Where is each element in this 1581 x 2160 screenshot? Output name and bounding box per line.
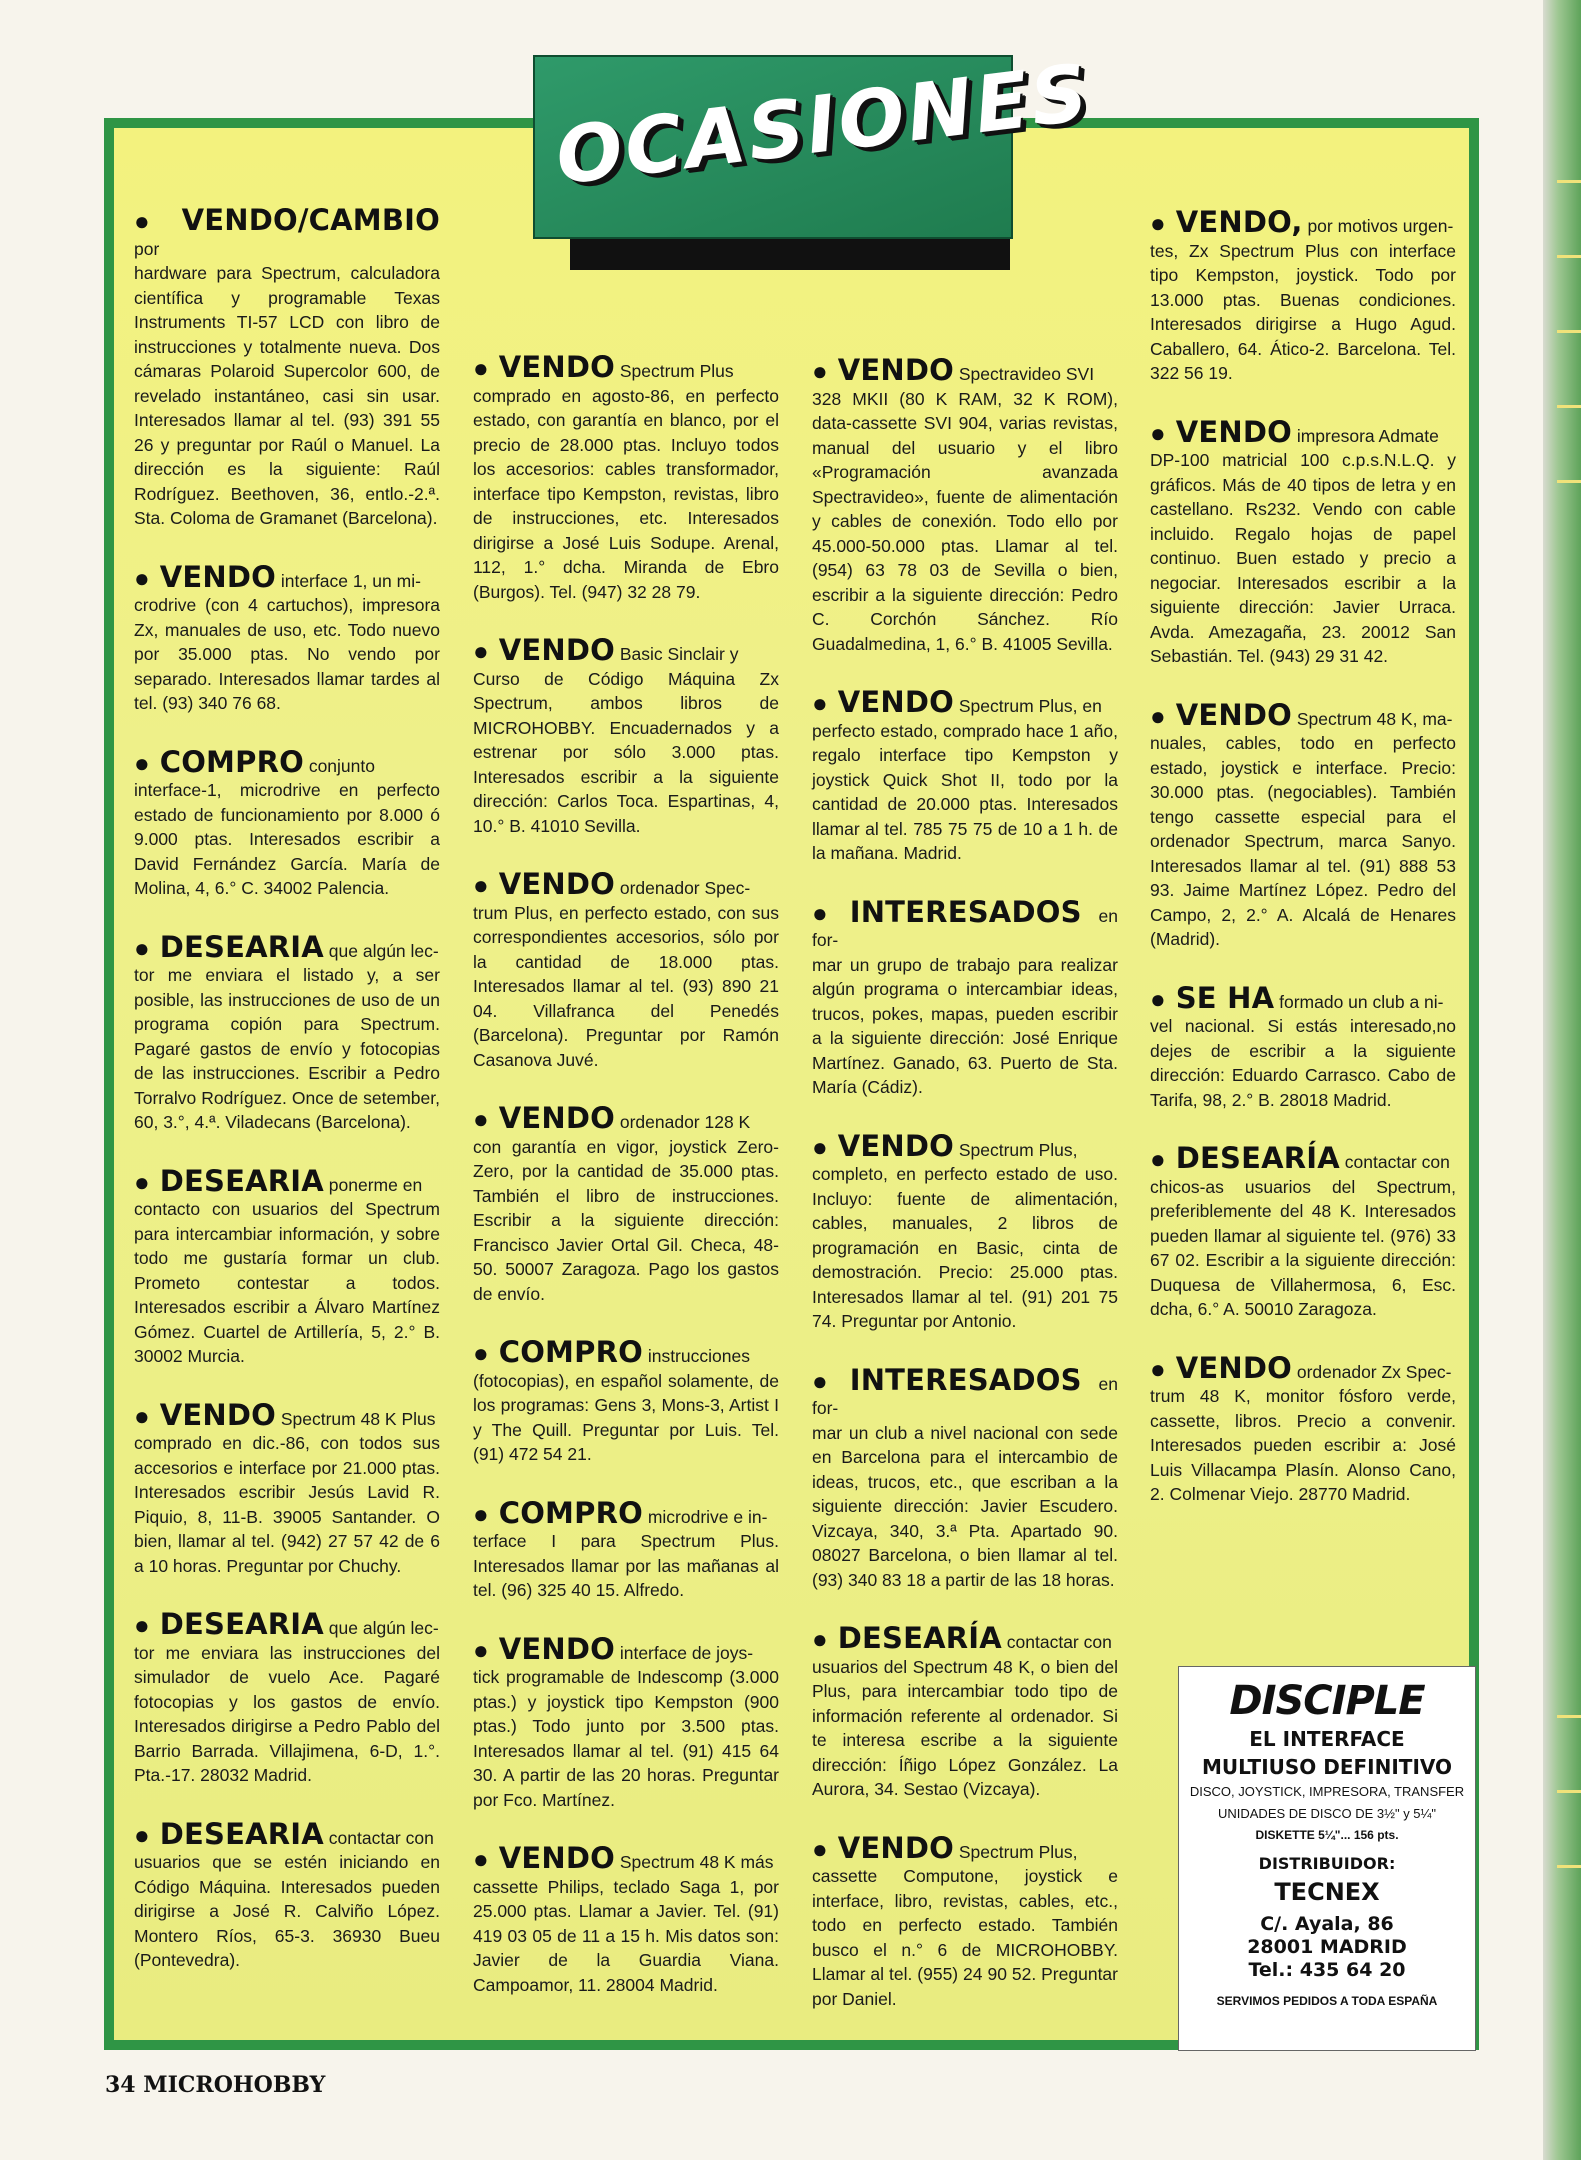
disciple-subtitle-2: MULTIUSO DEFINITIVO: [1201, 1755, 1453, 1779]
ad-body: con garantía en vigor, joystick Zero-Zero, por la cantidad de 35.000 ptas. También el libro de instrucciones. Escribir a la siguiente dirección: Francisco Javier Ortal Gil. Checa, 48-50. 50007 Zaragoza. Pago los gastos de envío.: [473, 1136, 779, 1304]
classified-ad: [1150, 205, 1456, 386]
ad-heading: VENDO: [1175, 1350, 1292, 1385]
distributor-label: DISTRIBUIDOR:: [1258, 1854, 1396, 1873]
classified-ad: [134, 559, 440, 716]
ad-body: comprado en agosto-86, en perfecto estado, con garantía en blanco, por el precio de 28.000 ptas. Incluyo todos los accesorios: cables transformador, interface tipo Kempston, revistas, libro de instrucciones, etc. Interesados dirigirse a José Luis Sodupe. Arenal, 112, 1.° dcha. Miranda de Ebro (Burgos). Tel. (947) 32 28 79.: [473, 385, 779, 602]
classified-ad: [473, 1631, 779, 1813]
edge-tab: [1557, 1790, 1581, 1793]
bullet-icon: ●: [134, 1400, 150, 1431]
ad-heading: SE HA: [1175, 980, 1275, 1015]
classified-ad: [134, 1163, 440, 1369]
ad-body: tor me enviara las instrucciones del simulador de vuelo Ace. Pagaré fotocopias y los gastos de envío. Interesados dirigirse a Pedro Pablo del Barrio Barrada. Villajimena, 6-D, 1.°. Pta.-17. 28032 Madrid.: [134, 1642, 440, 1785]
ad-lead-text: Spectrum Plus,: [958, 1841, 1078, 1862]
ad-body: trum 48 K, monitor fósforo verde, cassette, libros. Precio a convenir. Interesados pueden escribir a: José Luis Villacampa Plasín. Alonso Cano, 2. Colmenar Viejo. 28770 Madrid.: [1150, 1386, 1456, 1504]
disciple-features: DISCO, JOYSTICK, IMPRESORA, TRANSFER: [1189, 1784, 1465, 1799]
ad-lead-text: contactar con: [1344, 1152, 1450, 1172]
ad-body: terface I para Spectrum Plus. Interesados llamar por las mañanas al tel. (96) 325 40 15. Alfredo.: [473, 1531, 779, 1600]
ad-body: completo, en perfecto estado de uso. Incluyo: fuente de alimentación, cables, manuales, 2 libros de programación en Basic, cinta de demostración. Precio: 25.000 ptas. Interesados llamar al tel. (91) 201 75 74. Preguntar por Antonio.: [812, 1164, 1118, 1331]
ad-heading: VENDO: [498, 350, 615, 384]
bullet-icon: ●: [812, 1833, 828, 1864]
classified-ad: [473, 1841, 779, 1997]
edge-tab: [1557, 405, 1581, 408]
classified-ad: [812, 1128, 1118, 1334]
classified-ad: [1150, 697, 1456, 952]
bullet-icon: ●: [812, 1131, 828, 1162]
bullet-icon: ●: [812, 1624, 828, 1654]
ad-body: contacto con usuarios del Spectrum para intercambiar información, y sobre todo me gustaría formar un club. Prometo contestar a todos. Interesados escribir a Álvaro Martínez Gómez. Cuartel de Artillería, 5, 2.° B. 30002 Murcia.: [134, 1199, 440, 1366]
ad-lead-text: Spectrum Plus, en: [958, 696, 1102, 716]
ad-heading: VENDO/CAMBIO: [181, 203, 440, 237]
ad-body: cassette Philips, teclado Saga 1, por 25.000 ptas. Llamar a Javier. Tel. (91) 419 03 05 de 11 a 15 h. Mis datos son: Javier de la Guardia Viana. Campoamor, 11. 28004 Madrid.: [473, 1876, 779, 1995]
ad-lead-text: contactar con: [1006, 1632, 1112, 1652]
classified-ad: [473, 1495, 779, 1603]
ad-heading: INTERESADOS: [849, 1362, 1082, 1397]
ad-heading: VENDO: [1175, 697, 1292, 732]
ad-lead-text: ponerme en: [328, 1174, 423, 1195]
bullet-icon: ●: [1150, 1353, 1166, 1384]
ad-heading: VENDO: [837, 1128, 954, 1163]
ad-heading: VENDO: [159, 1397, 276, 1432]
bullet-icon: ●: [134, 562, 150, 593]
ad-lead-text: por: [134, 238, 160, 259]
ad-body: usuarios que se estén iniciando en Código Máquina. Interesados pueden dirigirse a José R. Calviño López. Montero Ríos, 65-3. 36930 Bueu (Pontevedra).: [134, 1852, 440, 1970]
ad-lead-text: Spectrum 48 K más: [619, 1852, 774, 1872]
edge-tab: [1557, 330, 1581, 333]
ad-lead-text: instrucciones: [647, 1346, 750, 1366]
ad-lead-text: Spectrum Plus,: [958, 1139, 1078, 1160]
ad-lead-text: microdrive e in-: [647, 1506, 768, 1527]
bullet-icon: ●: [134, 206, 172, 236]
ad-body: interface-1, microdrive en perfecto estado de funcionamiento por 8.000 ó 9.000 ptas. Interesados escribir a David Fernández García. María de Molina, 4, 6.° C. 34002 Palencia.: [134, 780, 440, 898]
classified-ad: [1150, 980, 1456, 1113]
ad-heading: VENDO: [1175, 414, 1292, 449]
bullet-icon: ●: [473, 1104, 489, 1134]
classified-ad: [473, 350, 779, 604]
classified-ad: [134, 1607, 440, 1788]
ad-body: cassette Computone, joystick e interface, libro, revistas, cables, etc., todo en perfecto estado. También busco el n.° 6 de MICROHOBBY. Llamar al tel. (955) 24 90 52. Preguntar por Daniel.: [812, 1866, 1118, 2009]
bullet-icon: ●: [1150, 700, 1166, 731]
classified-ad: [1150, 1141, 1456, 1322]
ad-body: tes, Zx Spectrum Plus con interface tipo Kempston, joystick. Todo por 13.000 ptas. Buenas condiciones. Interesados dirigirse a Hugo Agud. Caballero, 64. Ático-2. Barcelona. Tel. 322 56 19.: [1150, 240, 1456, 383]
bullet-icon: ●: [812, 1365, 840, 1396]
ad-body: (fotocopias), en español solamente, de los programas: Gens 3, Mons-3, Artist I y The Quill. Preguntar por Luis. Tel. (91) 472 54 21.: [473, 1370, 779, 1464]
ad-lead-text: Spectrum 48 K, ma-: [1296, 708, 1453, 729]
disciple-title: DISCIPLE: [1229, 1678, 1425, 1724]
disciple-disks: UNIDADES DE DISCO DE 3½" y 5¼": [1217, 1806, 1436, 1821]
ad-lead-text: Spectrum 48 K Plus: [280, 1408, 436, 1429]
bullet-icon: ●: [812, 356, 828, 386]
section-banner: [533, 47, 1096, 239]
ad-body: perfecto estado, comprado hace 1 año, regalo interface tipo Kempston y joystick Quick Shot II, todo por la cantidad de 20.000 ptas. Interesados llamar al tel. 785 75 75 de 10 a 1 h. de la mañana. Madrid.: [812, 720, 1118, 863]
disciple-diskette-price: DISKETTE 5¼"... 156 pts.: [1255, 1828, 1399, 1842]
bullet-icon: ●: [473, 636, 489, 666]
classified-ad: [473, 1101, 779, 1306]
bullet-icon: ●: [1150, 983, 1166, 1014]
ad-heading: INTERESADOS: [849, 894, 1082, 929]
classified-ad: [1150, 414, 1456, 669]
ad-lead-text: ordenador 128 K: [619, 1112, 751, 1132]
bullet-icon: ●: [812, 897, 840, 928]
ad-lead-text: Basic Sinclair y: [619, 644, 739, 664]
ad-heading: DESEARIA: [159, 1816, 324, 1851]
bullet-icon: ●: [473, 1634, 489, 1665]
ad-heading: DESEARÍA: [837, 1621, 1002, 1655]
bullet-icon: ●: [473, 1338, 489, 1368]
classified-ad: [473, 1335, 779, 1467]
classified-ad: [473, 633, 779, 838]
ad-lead-text: Spectrum Plus: [619, 361, 734, 381]
ad-body: 328 MKII (80 K RAM, 32 K ROM), data-cassette SVI 904, varias revistas, manual del usuario y el libro «Programación avanzada Spectravideo», fuente de alimentación y cables de conexión. Todo ello por 45.000-50.000 ptas. Llamar al tel. (954) 63 78 03 de Sevilla o bien, escribir a la siguiente dirección: Pedro C. Corchón Sánchez. Río Guadalmedina, 1, 6.° B. 41005 Sevilla.: [812, 388, 1118, 654]
ad-heading: VENDO: [837, 1830, 954, 1865]
edge-tab: [1557, 1865, 1581, 1868]
ad-body: comprado en dic.-86, con todos sus accesorios e interface por 21.000 ptas. Interesados escribir Jesús Lavid R. Piquio, 8, 11-B. 39005 Santander. O bien, llamar al tel. (942) 27 57 42 de 6 a 10 horas. Preguntar por Chuchy.: [134, 1433, 440, 1576]
ad-heading: COMPRO: [498, 1335, 643, 1369]
ad-lead-text: conjunto: [308, 755, 375, 776]
page-edge-tabs: [1543, 0, 1581, 2160]
disciple-subtitle: EL INTERFACE: [1249, 1727, 1405, 1751]
classified-ad: [134, 929, 440, 1135]
ad-heading: VENDO: [498, 1101, 615, 1135]
ad-lead-text: interface de joys-: [619, 1642, 754, 1663]
ad-body: nuales, cables, todo en perfecto estado, joystick e interface. Precio: 30.000 ptas. (negociables). También tengo cassette especial para el ordenador Spectrum, marca Sanyo. Interesados llamar al tel. (91) 888 53 93. Jaime Martínez López. Pedro del Campo, 2, 2.° A. Alcalá de Henares (Madrid).: [1150, 733, 1456, 949]
ad-heading: VENDO: [498, 1841, 615, 1875]
ad-heading: VENDO: [159, 559, 276, 594]
classified-ad: [812, 1362, 1118, 1593]
classified-ad: [812, 353, 1118, 656]
ads-column-3: [812, 353, 1118, 2045]
page-footer: 34 MICROHOBBY: [105, 2072, 326, 2098]
bullet-icon: ●: [473, 870, 489, 900]
section-title: OCASIONES: [551, 47, 1096, 203]
ad-lead-text: Spectravideo SVI: [958, 364, 1095, 384]
distributor-name: TECNEX: [1274, 1878, 1380, 1906]
classified-ad: [1150, 1350, 1456, 1507]
classified-ad: [134, 203, 440, 531]
classified-ad: [134, 1816, 440, 1973]
ads-column-2: [473, 350, 779, 2031]
ad-lead-text: en for-: [812, 905, 1118, 950]
ad-lead-text: que algún lec-: [328, 940, 439, 961]
ad-heading: COMPRO: [498, 1495, 643, 1530]
ad-heading: VENDO,: [1175, 205, 1303, 239]
ads-column-1: [134, 203, 440, 2007]
edge-tab: [1557, 255, 1581, 258]
classified-ad: [473, 867, 779, 1072]
ad-lead-text: en for-: [812, 1373, 1118, 1418]
ad-heading: VENDO: [498, 633, 615, 667]
ad-body: DP-100 matricial 100 c.p.s.N.L.Q. y gráficos. Más de 40 tipos de letra y en castellano. Rs232. Vendo con cable incluido. Regalo hojas de papel continuo. Buen estado y precio a negociar. Interesados escribir a la siguiente dirección: Javier Urraca. Avda. Amezagaña, 23. 20012 San Sebastián. Tel. (943) 29 31 42.: [1150, 450, 1456, 666]
ad-heading: VENDO: [837, 353, 954, 387]
ad-lead-text: formado un club a ni-: [1279, 991, 1444, 1012]
classified-ad: [812, 1621, 1118, 1802]
ad-heading: COMPRO: [159, 744, 304, 779]
ad-body: hardware para Spectrum, calculadora científica y programable Texas Instruments TI-57 LCD con libro de instrucciones y totalmente nueva. Dos cámaras Polaroid Supercolor 600, de revelado instantáneo, casi sin usar. Interesados llamar al tel. (93) 391 55 26 y preguntar por Raúl o Manuel. La dirección es la siguiente: Raúl Rodríguez. Beethoven, 36, entlo.-2.ª. Sta. Coloma de Gramanet (Barcelona).: [134, 263, 440, 528]
ad-body: mar un grupo de trabajo para realizar algún programa o intercambiar ideas, trucos, pokes, mapas, pueden escribir a la siguiente dirección: José Enrique Martínez. Ganado, 63. Puerto de Sta. María (Cádiz).: [812, 954, 1118, 1097]
distributor-phone: Tel.: 435 64 20: [1248, 1959, 1406, 1981]
ad-lead-text: por motivos urgen-: [1307, 216, 1454, 236]
ad-body: usuarios del Spectrum 48 K, o bien del Plus, para intercambiar todo tipo de información referente al ordenador. Si te interesa escribe a la siguiente dirección: Íñigo López González. La Aurora, 34. Sestao (Vizcaya).: [812, 1656, 1118, 1799]
classified-ad: [134, 1397, 440, 1579]
disciple-advert: [1178, 1666, 1476, 2051]
bullet-icon: ●: [1150, 208, 1166, 238]
ad-lead-text: contactar con: [328, 1827, 434, 1848]
ad-body: chicos-as usuarios del Spectrum, preferiblemente del 48 K. Interesados pueden llamar al siguiente tel. (976) 33 67 02. Escribir a la siguiente dirección: Duquesa de Villahermosa, 6, Esc. dcha, 6.° A. 50010 Zaragoza.: [1150, 1176, 1456, 1319]
bullet-icon: ●: [473, 1498, 489, 1529]
ad-body: crodrive (con 4 cartuchos), impresora Zx, manuales de uso, etc. Todo nuevo por 35.000 ptas. No vendo por separado. Interesados llamar tardes al tel. (93) 340 76 68.: [134, 595, 440, 713]
ad-body: mar un club a nivel nacional con sede en Barcelona para el intercambio de ideas, trucos, etc., que escriban a la siguiente dirección: Javier Escudero. Vizcaya, 340, 3.ª Pta. Apartado 90. 08027 Barcelona, o bien llamar al tel. (93) 340 83 18 a partir de las 18 horas.: [812, 1422, 1118, 1590]
classified-ad: [812, 1830, 1118, 2012]
bullet-icon: ●: [473, 1844, 489, 1874]
ad-lead-text: impresora Admate: [1296, 425, 1439, 446]
ad-body: tick programable de Indescomp (3.000 ptas.) y joystick tipo Kempston (900 ptas.) Todo junto por 3.500 ptas. Interesados llamar al tel. (91) 415 64 30. A partir de las 20 horas. Preguntar por Fco. Martínez.: [473, 1667, 779, 1810]
ad-body: tor me enviara el listado y, a ser posible, las instrucciones de uso de un programa copión para Spectrum. Pagaré gastos de envío y fotocopias de las instrucciones. Escribir a Pedro Torralvo Rodríguez. Once de setember, 60, 3.°, 4.ª. Viladecans (Barcelona).: [134, 965, 440, 1132]
ad-heading: VENDO: [498, 867, 615, 901]
bullet-icon: ●: [1150, 1144, 1166, 1174]
ad-lead-text: ordenador Zx Spec-: [1296, 1361, 1452, 1382]
classified-ad: [134, 744, 440, 901]
ad-body: Curso de Código Máquina Zx Spectrum, ambos libros de MICROHOBBY. Encuadernados y a estrenar por sólo 3.000 ptas. Interesados escribir a la siguiente dirección: Carlos Toca. Espartinas, 4, 10.° B. 41010 Sevilla.: [473, 668, 779, 836]
ad-heading: DESEARIA: [159, 1607, 324, 1641]
edge-tab: [1557, 1715, 1581, 1718]
distributor-footer: SERVIMOS PEDIDOS A TODA ESPAÑA: [1216, 1994, 1438, 2008]
classified-ad: [812, 894, 1118, 1100]
ad-body: trum Plus, en perfecto estado, con sus correspondientes accesorios, sólo por la cantidad de 18.000 ptas. Interesados llamar al tel. (93) 890 21 04. Villafranca del Penedés (Barcelona). Preguntar por Ramón Casanova Juvé.: [473, 902, 779, 1070]
ad-lead-text: que algún lec-: [328, 1618, 439, 1638]
bullet-icon: ●: [134, 1610, 150, 1640]
ad-heading: DESEARIA: [159, 1163, 324, 1198]
bullet-icon: ●: [134, 747, 150, 778]
ad-heading: DESEARIA: [159, 929, 324, 964]
edge-tab: [1557, 480, 1581, 483]
ad-heading: VENDO: [498, 1631, 615, 1666]
bullet-icon: ●: [134, 1819, 150, 1850]
edge-tab: [1557, 180, 1581, 183]
distributor-street: C/. Ayala, 86: [1260, 1913, 1394, 1935]
bullet-icon: ●: [473, 353, 489, 383]
ad-heading: DESEARÍA: [1175, 1141, 1340, 1175]
bullet-icon: ●: [1150, 417, 1166, 448]
classified-ad: [812, 685, 1118, 866]
bullet-icon: ●: [812, 688, 828, 718]
ad-heading: VENDO: [837, 685, 954, 719]
distributor-city: 28001 MADRID: [1247, 1936, 1407, 1958]
ad-lead-text: interface 1, un mi-: [280, 570, 421, 591]
ad-body: vel nacional. Si estás interesado,no dejes de escribir a la siguiente dirección: Eduardo Carrasco. Cabo de Tarifa, 98, 2.° B. 28018 Madrid.: [1150, 1016, 1456, 1110]
ads-column-4: [1150, 205, 1456, 1541]
bullet-icon: ●: [134, 932, 150, 963]
bullet-icon: ●: [134, 1166, 150, 1197]
ad-lead-text: ordenador Spec-: [619, 878, 751, 898]
